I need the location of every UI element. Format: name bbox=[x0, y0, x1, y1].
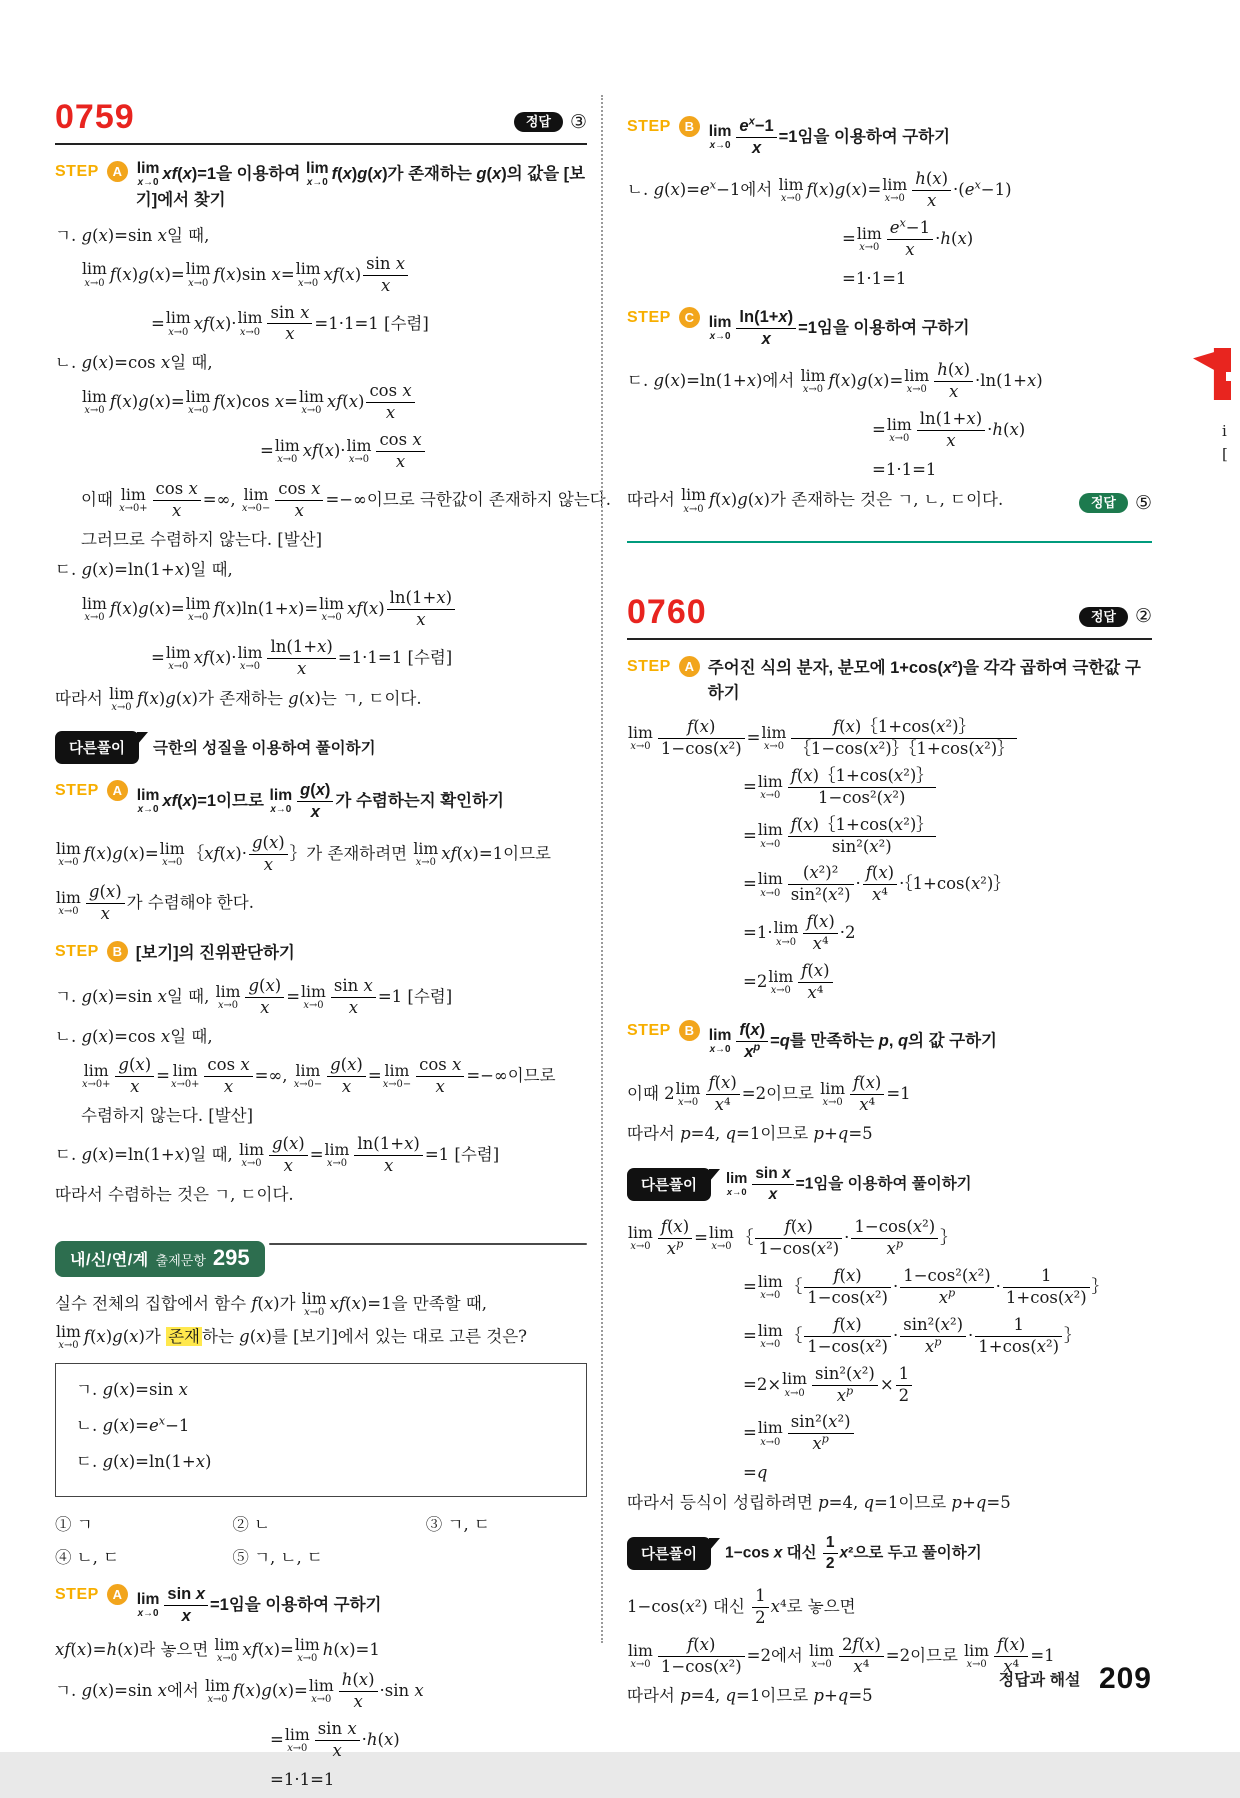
fraction: $\frac{\text{sin x}}{x}$ bbox=[315, 1720, 360, 1761]
step-title: lim x→0 xf(x)=1이므로 lim x→0 $\frac{g(x)}{x}$ 가 수렴하는지 확인하기 bbox=[136, 780, 504, 821]
formula-line: 실수 전체의 집합에서 함수 f(x)가 lim x→0 xf(x)=1을 만족할 때, bbox=[55, 1288, 488, 1319]
formula-line: 따라서 등식이 성립하려면 p=4, q=1이므로 p+q=5 bbox=[627, 1493, 1011, 1513]
linked-problem-number: 295 bbox=[212, 1244, 250, 1270]
alt-solution-title: 극한의 성질을 이용하여 풀이하기 bbox=[153, 740, 376, 758]
fraction: $\frac{\text{cos x}}{x}$ bbox=[376, 431, 424, 472]
limit: lim x→0 bbox=[136, 160, 160, 189]
fraction: $\frac{g(x)}{x}$ bbox=[269, 1135, 308, 1176]
limit: lim x→0 bbox=[295, 259, 321, 289]
limit: lim x→0 bbox=[82, 387, 107, 417]
formula-group bbox=[55, 976, 587, 1207]
fraction: $\frac{\text{cos x}}{x}$ bbox=[416, 1056, 464, 1097]
formula-group bbox=[627, 1217, 1152, 1516]
formula-line: lim x→0 $\frac{f(x)}{\text{1−cos(x²)}}$ =2에서 lim x→0 $\frac{2f(x)}{\text{x⁴}}$ =2이므로 lim x→0 $\frac{f(x)}{\text{x⁴}}$ =1 bbox=[628, 1634, 1055, 1676]
limit: lim x→0 bbox=[185, 259, 211, 289]
answer-group bbox=[1079, 607, 1152, 629]
formula-line: lim x→0 f(x)g(x)= lim x→0 f(x)ln(1+x)= lim x→0 xf(x) $\frac{\ln(1+x)}{x}$ bbox=[81, 588, 587, 631]
alt-solution-title: lim x→0 $\frac{\text{sin x}}{x}$ =1임을 이용하여 풀이하기 bbox=[726, 1165, 972, 1203]
limit: lim x→0 bbox=[757, 1320, 783, 1350]
formula-line: = lim x→0 xf(x)· lim x→0 $\frac{\ln(1+x)}{x}$ =1·1=1 [수렴] bbox=[151, 636, 453, 678]
limit: lim x→0 bbox=[346, 436, 372, 466]
formula-group bbox=[55, 224, 611, 714]
limit: lim x→0 bbox=[237, 642, 263, 673]
linked-problem-row bbox=[55, 1241, 587, 1277]
limit: lim x→0 bbox=[185, 593, 211, 624]
answer-group bbox=[1079, 493, 1152, 515]
step-letter-badge: A bbox=[107, 161, 128, 182]
formula-line: xf(x)=h(x)라 놓으면 lim x→0 xf(x)= lim x→0 h(x)=1 bbox=[55, 1634, 380, 1664]
limit: lim x→0 bbox=[681, 485, 706, 515]
step-title: [보기]의 진위판단하기 bbox=[135, 943, 295, 962]
answer-options-box bbox=[55, 1363, 587, 1497]
limit: lim x→0 bbox=[761, 722, 787, 752]
formula-line: lim x→0 f(x)g(x)= lim x→0 f(x)sin x= lim x→0 xf(x) $\frac{\text{sin x}}{x}$ bbox=[81, 254, 587, 297]
formula-line: 따라서 lim x→0 f(x)g(x)가 존재하는 g(x)는 ㄱ, ㄷ이다. bbox=[55, 683, 422, 714]
edge-glyph: [ bbox=[1222, 444, 1228, 463]
formula-line: ㄴ. $g(x)=e^x-1$에서 lim x→0 f(x)g(x)= lim x→0 $\frac{h(x)}{x}$ $\cdot(e^x-1)$ bbox=[627, 168, 1012, 210]
step-row bbox=[627, 116, 1152, 159]
formula-line: =q bbox=[743, 1463, 768, 1483]
formula-line: lim x→0+ $\frac{g(x)}{x}$ = lim x→0+ $\frac{\text{cos x}}{x}$ =∞, lim x→0− $\frac{g(x)}{x}$ = lim x→0− $\frac{\text{cos x}}{x}$ =−∞이므로 bbox=[82, 1055, 556, 1097]
formula-line: ㄷ. g(x)=ln(1+x)일 때, lim x→0 $\frac{g(x)}{x}$ = lim x→0 $\frac{\ln(1+x)}{x}$ =1 [수렴] bbox=[55, 1134, 500, 1176]
fraction: $\frac{1}{\text{1+cos(x²)}}$ bbox=[1003, 1267, 1090, 1308]
fraction: $\frac{e^x-1}{x}$ bbox=[736, 117, 776, 158]
formula-line: = lim x→0 $\frac{e^x-1}{x}$ ·h(x) bbox=[842, 216, 974, 259]
fraction: $\frac{\text{cos x}}{x}$ bbox=[366, 382, 414, 423]
step-badge: STEP bbox=[55, 942, 99, 960]
step-badge: STEP bbox=[627, 118, 671, 135]
formula-line: = lim x→0 $\frac{\text{sin x}}{x}$ ·h(x) bbox=[270, 1718, 400, 1760]
step-title: lim x→0 $\frac{e^x-1}{x}$ =1임을 이용하여 구하기 bbox=[708, 115, 951, 157]
formula-line: 따라서 수렴하는 것은 ㄱ, ㄷ이다. bbox=[55, 1185, 294, 1204]
fraction: $\frac{\ln(1+x)}{x}$ bbox=[354, 1135, 422, 1176]
fraction: $\frac{\text{cos x}}{x}$ bbox=[153, 480, 201, 521]
formula-line: 이때 lim x→0+ $\frac{\text{cos x}}{x}$ =∞, lim x→0− $\frac{\text{cos x}}{x}$ =−∞이므로 극한값이 존재하지 않는다. bbox=[81, 479, 611, 521]
step-letter-badge: A bbox=[679, 656, 700, 677]
fraction: $\frac{\text{sin x}}{x}$ bbox=[164, 1585, 208, 1626]
linked-problem-label: 내/신/연/계 bbox=[70, 1251, 149, 1269]
limit: lim x→0 bbox=[269, 786, 293, 816]
limit: lim x→0+ bbox=[119, 485, 148, 515]
limit: lim x→0 bbox=[820, 1079, 846, 1109]
highlighted-text: 존재 bbox=[168, 1327, 200, 1347]
fraction: $\frac{f(x)}{\text{1−cos(x²)}}$ bbox=[804, 1267, 891, 1308]
alt-solution-badge: 다른풀이 bbox=[55, 731, 139, 764]
fraction: $\frac{1}{2}$ bbox=[823, 1534, 838, 1573]
limit: lim x→0 bbox=[185, 387, 211, 417]
step-letter-badge: A bbox=[107, 780, 128, 801]
limit: lim x→0 bbox=[757, 820, 783, 850]
formula-group bbox=[55, 1288, 587, 1352]
formula-group bbox=[55, 1634, 587, 1792]
formula-line: = lim x→0 $\frac{\ln(1+x)}{x}$ ·h(x) bbox=[872, 408, 1026, 450]
left-column bbox=[55, 98, 611, 1798]
fraction: $\frac{\text{f(x)｛1+cos(x²)｝}}{\text{｛1−cos(x²)｝｛1+cos(x²)｝}}$ bbox=[791, 718, 1016, 759]
formula-group bbox=[627, 360, 1152, 482]
problem-number: 0760 bbox=[627, 592, 707, 631]
step-badge: STEP bbox=[627, 657, 671, 675]
step-letter-badge: C bbox=[679, 307, 700, 328]
limit: lim x→0 bbox=[56, 887, 81, 917]
limit: lim x→0 bbox=[757, 1271, 783, 1301]
fraction: $\frac{f(x)}{\text{x⁴}}$ bbox=[706, 1074, 740, 1115]
limit: lim x→0 bbox=[782, 1369, 808, 1399]
fraction: $\frac{\text{cos x}}{x}$ bbox=[275, 480, 323, 521]
step-title: lim x→0 $\frac{\ln(1+x)}{x}$ =1임을 이용하여 구하기 bbox=[708, 307, 970, 348]
limit: lim x→0 bbox=[675, 1079, 701, 1109]
bookmark-speck bbox=[1226, 372, 1231, 381]
formula-line: =1·1=1 bbox=[872, 459, 937, 479]
limit: lim x→0 bbox=[284, 1724, 310, 1754]
limit: lim x→0 bbox=[324, 1139, 350, 1170]
fraction: $\frac{g(x)}{x}$ bbox=[327, 1056, 366, 1097]
footer-label: 정답과 해설 bbox=[998, 1672, 1081, 1689]
formula-line: ㄴ. g(x)=cos x일 때, bbox=[55, 353, 213, 373]
fraction: $\frac{f(x)}{\text{x⁴}}$ bbox=[798, 962, 832, 1003]
limit: lim x→0 bbox=[82, 593, 107, 624]
fraction: $\frac{\text{1−cos²(x²)}}{x^p}$ bbox=[900, 1267, 993, 1308]
limit: lim x→0 bbox=[726, 1170, 748, 1197]
limit: lim x→0 bbox=[882, 174, 908, 205]
step-title: lim x→0 $\frac{\text{sin x}}{x}$ =1임을 이용하여 구하기 bbox=[136, 1584, 382, 1625]
limit: lim x→0 bbox=[628, 1640, 653, 1670]
column-divider bbox=[601, 95, 603, 1643]
formula-group bbox=[627, 717, 1152, 1005]
formula-line: lim x→0 $\frac{f(x)}{\text{1−cos(x²)}}$ = lim x→0 $\frac{\text{f(x)｛1+cos(x²)｝}}{\text{｛1−cos(x²)｝｛1+cos(x²)｝}}$ bbox=[627, 717, 1152, 760]
alt-solution-row bbox=[627, 1164, 1152, 1205]
fraction: $\frac{2f(x)}{\text{x⁴}}$ bbox=[839, 1636, 884, 1677]
linked-problem-rule bbox=[269, 1243, 587, 1245]
formula-line: lim x→0 f(x)g(x)가 존재 하는 g(x)를 [보기]에서 있는 대로 고른 것은? bbox=[56, 1322, 528, 1352]
limit: lim x→0 bbox=[305, 160, 329, 189]
step-row bbox=[55, 941, 587, 967]
problem-number: 0759 bbox=[55, 98, 135, 136]
conclusion-line bbox=[627, 487, 1152, 520]
limit: lim x→0 bbox=[159, 838, 185, 868]
fraction: $\frac{\text{sin x}}{x}$ bbox=[752, 1165, 793, 1204]
formula-line: 따라서 p=4, q=1이므로 p+q=5 bbox=[627, 1685, 873, 1705]
fraction: $\frac{f(x)}{\text{x⁴}}$ bbox=[994, 1636, 1028, 1677]
answer-value: ② bbox=[1134, 605, 1152, 628]
fraction: $\frac{\text{sin x}}{x}$ bbox=[363, 255, 408, 296]
footer-page-number: 209 bbox=[1098, 1662, 1152, 1695]
answer-badge: 정답 bbox=[1079, 493, 1128, 513]
formula-line: lim x→0 $\frac{f(x)}{x^p}$ = lim x→0 ｛ $\frac{f(x)}{\text{1−cos(x²)}}$ · $\frac{\text{1−cos(x²)}}{x^p}$ ｝ bbox=[628, 1216, 957, 1258]
section-divider bbox=[627, 541, 1152, 543]
fraction: $\frac{\text{sin x}}{x}$ bbox=[331, 977, 376, 1018]
step-title: lim x→0 $\frac{f(x)}{x^p}$ =q를 만족하는 p, q의 값 구하기 bbox=[708, 1021, 997, 1062]
choice-item: ⑤ ㄱ, ㄴ, ㄷ bbox=[232, 1547, 323, 1567]
fraction: $\frac{g(x)}{x}$ bbox=[249, 834, 288, 875]
choice-item: ④ ㄴ, ㄷ bbox=[55, 1547, 120, 1567]
formula-line: 그러므로 수렴하지 않는다. [발산] bbox=[81, 530, 323, 550]
formula-line: = lim x→0 xf(x)· lim x→0 $\frac{\text{cos x}}{x}$ bbox=[260, 430, 587, 473]
limit: lim x→0− bbox=[382, 1061, 412, 1091]
right-column bbox=[627, 100, 1152, 1714]
limit: lim x→0 bbox=[301, 1288, 327, 1319]
edge-glyph: i bbox=[1222, 422, 1227, 440]
linked-problem-badge bbox=[55, 1241, 265, 1277]
formula-line: lim x→0 $\frac{g(x)}{x}$ 가 수렴해야 한다. bbox=[56, 881, 254, 923]
formula-line: ㄱ. g(x)=sin x에서 lim x→0 f(x)g(x)= lim x→0 $\frac{h(x)}{x}$ ·sin x bbox=[55, 1669, 424, 1711]
formula-line: = lim x→0 ｛ $\frac{f(x)}{\text{1−cos(x²)}}$ · $\frac{\text{1−cos²(x²)}}{x^p}$ · $\frac{1}{\text{1+cos(x²)}}$ ｝ bbox=[743, 1265, 1109, 1307]
limit: lim x→0 bbox=[205, 1675, 230, 1705]
limit: lim x→0− bbox=[241, 485, 271, 515]
fraction: $\frac{\ln(1+x)}{x}$ bbox=[267, 638, 335, 679]
limit: lim x→0 bbox=[56, 838, 81, 868]
limit: lim x→0 bbox=[709, 1222, 734, 1252]
answer-value: ⑤ bbox=[1134, 491, 1152, 514]
formula-line: ㄷ. g(x)=ln(1+x)에서 lim x→0 f(x)g(x)= lim x→0 $\frac{h(x)}{x}$ ·ln(1+x) bbox=[627, 359, 1043, 401]
formula-line: ㄱ. g(x)=sin x일 때, bbox=[55, 225, 210, 245]
formula-line: lim x→0 f(x)g(x)= lim x→0 ｛xf(x)· $\frac{g(x)}{x}$ ｝가 존재하려면 lim x→0 xf(x)=1이므로 bbox=[56, 832, 551, 874]
formula-line: =2 lim x→0 $\frac{f(x)}{\text{x⁴}}$ bbox=[743, 961, 1152, 1004]
fraction: $\frac{f(x)}{\text{x⁴}}$ bbox=[863, 864, 897, 905]
limit: lim x→0 bbox=[239, 1139, 264, 1170]
step-row bbox=[627, 307, 1152, 350]
limit: lim x→0 bbox=[413, 838, 439, 868]
limit: lim x→0 bbox=[628, 1222, 653, 1252]
formula-line: = lim x→0 ｛ $\frac{f(x)}{\text{1−cos(x²)}}$ · $\frac{\text{sin²(x²)}}{x^p}$ · $\frac{1}{\text{1+cos(x²)}}$ ｝ bbox=[743, 1314, 1081, 1356]
limit: lim x→0 bbox=[298, 387, 324, 417]
formula-line: lim x→0 f(x)g(x)= lim x→0 f(x)cos x= lim x→0 xf(x) $\frac{\text{cos x}}{x}$ bbox=[81, 381, 587, 424]
formula-group bbox=[55, 833, 587, 925]
fraction: $\frac{f(x)}{x^p}$ bbox=[736, 1021, 768, 1062]
limit: lim x→0+ bbox=[82, 1061, 111, 1091]
limit: lim x→0 bbox=[757, 1418, 783, 1448]
choice-item: ② ㄴ bbox=[232, 1514, 271, 1534]
limit: lim x→0 bbox=[214, 1634, 240, 1664]
fraction: $\frac{f(x)}{x^p}$ bbox=[658, 1218, 692, 1259]
formula-line: = lim x→0 $\frac{\text{f(x)｛1+cos(x²)｝}}{\text{sin²(x²)}}$ bbox=[743, 815, 1152, 858]
step-badge: STEP bbox=[627, 308, 671, 326]
formula-line: = lim x→0 $\frac{\text{f(x)｛1+cos(x²)｝}}{\text{1−cos²(x²)}}$ bbox=[743, 766, 1152, 809]
limit: lim x→0 bbox=[165, 642, 191, 673]
problem-header bbox=[55, 100, 587, 145]
alt-solution-row bbox=[55, 731, 587, 764]
fraction: $\frac{f(x)}{\text{1−cos(x²)}}$ bbox=[658, 718, 745, 759]
limit: lim x→0 bbox=[136, 786, 160, 816]
formula-line: = lim x→0 $\frac{\text{(x²)²}}{\text{sin²(x²)}}$ · $\frac{f(x)}{\text{x⁴}}$ ·｛1+cos(x²)｝ bbox=[743, 863, 1010, 905]
formula-line: 수렴하지 않는다. [발산] bbox=[81, 1106, 254, 1126]
option-item: ㄷ. g(x)=ln(1+x) bbox=[76, 1451, 212, 1471]
answer-badge: 정답 bbox=[1079, 607, 1128, 627]
alt-solution-row bbox=[627, 1533, 1152, 1574]
limit: lim x→0 bbox=[757, 869, 783, 899]
step-title: lim x→0 xf(x)=1을 이용하여 lim x→0 f(x)g(x)가 존재하는 g(x)의 값을 [보기]에서 찾기 bbox=[135, 160, 586, 210]
limit: lim x→0 bbox=[294, 1634, 320, 1664]
fraction: $\frac{\text{1−cos(x²)}}{x^p}$ bbox=[851, 1218, 938, 1259]
limit: lim x→0 bbox=[964, 1640, 990, 1670]
step-row bbox=[627, 656, 1152, 707]
fraction: $\frac{\text{f(x)｛1+cos(x²)｝}}{\text{sin²(x²)}}$ bbox=[788, 816, 936, 857]
fraction: $\frac{\text{sin²(x²)}}{x^p}$ bbox=[812, 1365, 878, 1406]
fraction: $\frac{h(x)}{x}$ bbox=[934, 361, 973, 402]
limit: lim x→0 bbox=[628, 722, 653, 752]
page-edge-glyphs bbox=[1222, 420, 1228, 465]
formula-line: ㄴ. g(x)=cos x일 때, bbox=[55, 1027, 213, 1047]
limit: lim x→0 bbox=[136, 1590, 160, 1619]
formula-line: =1· lim x→0 $\frac{f(x)}{\text{x⁴}}$ ·2 bbox=[743, 912, 856, 954]
formula-line: 따라서 p=4, q=1이므로 p+q=5 bbox=[627, 1124, 873, 1144]
fraction: $\frac{h(x)}{x}$ bbox=[339, 1671, 378, 1712]
step-badge: STEP bbox=[55, 163, 99, 180]
step-letter-badge: B bbox=[679, 1020, 700, 1041]
limit: lim x→0 bbox=[301, 982, 326, 1012]
limit: lim x→0 bbox=[708, 1027, 732, 1056]
limit: lim x→0 bbox=[237, 308, 263, 338]
step-letter-badge: B bbox=[679, 116, 700, 137]
limit: lim x→0 bbox=[215, 982, 241, 1012]
step-badge: STEP bbox=[55, 1585, 99, 1603]
formula-line: 1−cos(x²) 대신 $\frac{1}{2}$ x⁴로 놓으면 bbox=[627, 1585, 856, 1627]
alt-solution-title: 1−cos x 대신 $\frac{1}{2}$ x²으로 두고 풀이하기 bbox=[725, 1534, 982, 1573]
step-badge: STEP bbox=[55, 781, 99, 799]
limit: lim x→0 bbox=[274, 436, 300, 466]
limit: lim x→0 bbox=[856, 223, 882, 253]
step-badge: STEP bbox=[627, 1022, 671, 1040]
problem-header bbox=[627, 592, 1152, 640]
fraction: $\frac{\ln(1+x)}{x}$ bbox=[736, 308, 796, 349]
fraction: $\frac{e^x-1}{x}$ bbox=[887, 219, 933, 260]
limit: lim x→0 bbox=[109, 683, 134, 714]
limit: lim x→0 bbox=[904, 365, 930, 395]
fraction: $\frac{\text{sin²(x²)}}{x^p}$ bbox=[788, 1413, 854, 1454]
formula-line: ㄷ. g(x)=ln(1+x)일 때, bbox=[55, 560, 233, 580]
step-row bbox=[627, 1020, 1152, 1063]
formula-line: 따라서 lim x→0 f(x)g(x)가 존재하는 것은 ㄱ, ㄴ, ㄷ이다. bbox=[627, 485, 1004, 515]
fraction: $\frac{\text{sin x}}{x}$ bbox=[267, 304, 312, 345]
limit: lim x→0 bbox=[757, 771, 783, 801]
fraction: $\frac{g(x)}{x}$ bbox=[297, 781, 333, 822]
fraction: $\frac{f(x)}{\text{x⁴}}$ bbox=[803, 913, 837, 954]
fraction: $\frac{f(x)}{\text{1−cos(x²)}}$ bbox=[804, 1316, 891, 1357]
fraction: $\frac{f(x)}{\text{1−cos(x²)}}$ bbox=[755, 1218, 842, 1259]
step-row bbox=[55, 780, 587, 823]
choice-item: ① ㄱ bbox=[55, 1514, 93, 1534]
limit: lim x→0 bbox=[886, 414, 912, 444]
answer-value: ③ bbox=[569, 110, 587, 133]
formula-line: = lim x→0 xf(x)· lim x→0 $\frac{\text{sin x}}{x}$ =1·1=1 [수렴] bbox=[151, 302, 429, 344]
fraction: $\frac{f(x)}{\text{x⁴}}$ bbox=[850, 1074, 884, 1115]
option-item: ㄱ. g(x)=sin x bbox=[76, 1380, 188, 1400]
fraction: $\frac{1}{2}$ bbox=[752, 1587, 769, 1628]
linked-problem-sublabel: 출제문항 bbox=[155, 1252, 206, 1268]
limit: lim x→0 bbox=[165, 308, 191, 338]
limit: lim x→0 bbox=[800, 365, 826, 395]
limit: lim x→0 bbox=[809, 1640, 834, 1670]
step-row bbox=[55, 1584, 587, 1627]
limit: lim x→0 bbox=[778, 174, 804, 205]
limit: lim x→0 bbox=[708, 313, 732, 342]
fraction: $\frac{1}{2}$ bbox=[896, 1365, 913, 1406]
fraction: $\frac{\text{f(x)｛1+cos(x²)｝}}{\text{1−cos²(x²)}}$ bbox=[788, 767, 936, 808]
fraction: $\frac{f(x)}{\text{1−cos(x²)}}$ bbox=[658, 1636, 745, 1677]
fraction: $\frac{g(x)}{x}$ bbox=[86, 883, 125, 924]
limit: lim x→0 bbox=[768, 967, 794, 997]
fraction: $\frac{1}{\text{1+cos(x²)}}$ bbox=[975, 1316, 1062, 1357]
limit: lim x→0− bbox=[293, 1061, 323, 1091]
formula-line: 이때 2 lim x→0 $\frac{f(x)}{\text{x⁴}}$ =2이므로 lim x→0 $\frac{f(x)}{\text{x⁴}}$ =1 bbox=[627, 1073, 911, 1115]
limit: lim x→0 bbox=[708, 122, 732, 152]
fraction: $\frac{\ln(1+x)}{x}$ bbox=[387, 589, 455, 630]
answer-group bbox=[514, 112, 587, 134]
alt-solution-badge: 다른풀이 bbox=[627, 1537, 711, 1570]
fraction: $\frac{h(x)}{x}$ bbox=[912, 170, 951, 211]
formula-group bbox=[627, 1073, 1152, 1146]
formula-line: =1·1=1 bbox=[270, 1769, 335, 1789]
fraction: $\frac{\text{cos x}}{x}$ bbox=[204, 1056, 252, 1097]
formula-line: ㄱ. g(x)=sin x일 때, lim x→0 $\frac{g(x)}{x}$ = lim x→0 $\frac{\text{sin x}}{x}$ =1 [수렴] bbox=[55, 976, 453, 1018]
formula-line: =2× lim x→0 $\frac{\text{sin²(x²)}}{x^p}$ × $\frac{1}{2}$ bbox=[743, 1364, 1152, 1407]
limit: lim x→0 bbox=[773, 918, 799, 948]
limit: lim x→0 bbox=[82, 259, 107, 289]
fraction: $\frac{\text{(x²)²}}{\text{sin²(x²)}}$ bbox=[788, 864, 854, 905]
step-title: 주어진 식의 분자, 분모에 1+cos(x²)을 각각 곱하여 극한값 구하기 bbox=[707, 658, 1141, 703]
fraction: $\frac{g(x)}{x}$ bbox=[115, 1056, 154, 1097]
formula-line: = lim x→0 $\frac{\text{sin²(x²)}}{x^p}$ bbox=[743, 1412, 1152, 1455]
fraction: $\frac{\ln(1+x)}{x}$ bbox=[917, 410, 985, 451]
fraction: $\frac{\text{sin²(x²)}}{x^p}$ bbox=[900, 1316, 966, 1357]
alt-solution-badge: 다른풀이 bbox=[627, 1168, 711, 1201]
choice-list bbox=[55, 1511, 587, 1568]
limit: lim x→0 bbox=[319, 593, 345, 624]
page-footer bbox=[627, 1662, 1152, 1696]
bookmark-icon bbox=[1193, 348, 1231, 400]
step-letter-badge: B bbox=[107, 941, 128, 962]
step-row bbox=[55, 161, 587, 214]
limit: lim x→0 bbox=[308, 1675, 334, 1705]
limit: lim x→0 bbox=[56, 1322, 81, 1352]
fraction: $\frac{g(x)}{x}$ bbox=[245, 977, 284, 1018]
choice-item: ③ ㄱ, ㄷ bbox=[425, 1514, 490, 1534]
limit: lim x→0+ bbox=[171, 1061, 200, 1091]
formula-group bbox=[627, 169, 1152, 291]
option-item: ㄴ. $g(x)=e^x-1$ bbox=[76, 1414, 190, 1435]
step-letter-badge: A bbox=[107, 1584, 128, 1605]
formula-line: =1·1=1 bbox=[842, 268, 907, 288]
answer-badge: 정답 bbox=[514, 112, 563, 132]
